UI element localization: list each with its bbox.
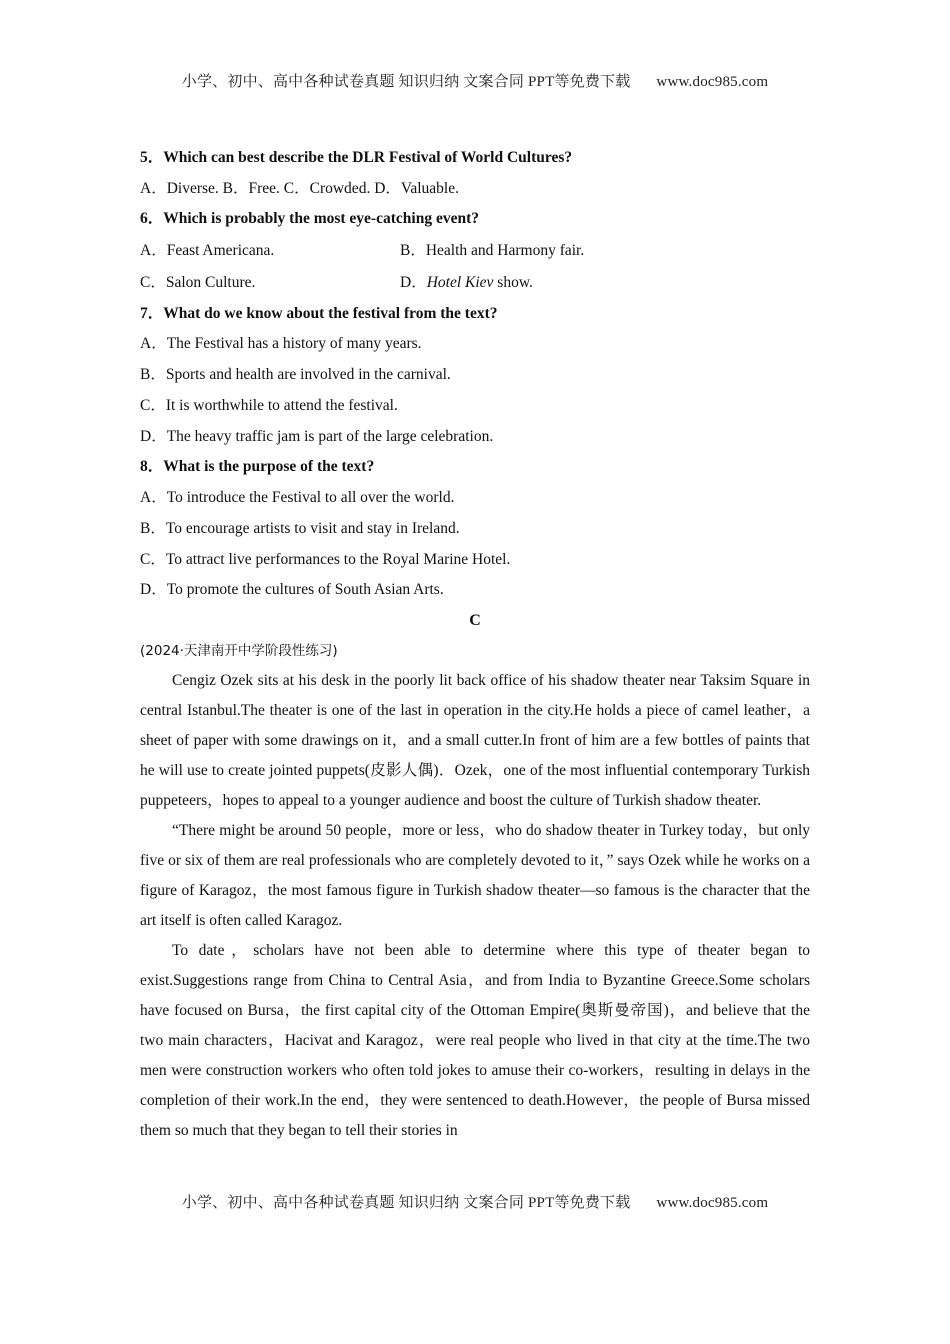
option-8c: C．To attract live performances to the Royal Marine Hotel. (140, 550, 511, 568)
question-7: 7．What do we know about the festival from the text? (140, 304, 498, 322)
option-6b: B．Health and Harmony fair. (400, 241, 585, 259)
section-label: C (469, 612, 481, 630)
footer-text: 小学、初中、高中各种试卷真题 知识归纳 文案合同 PPT等免费下载 (181, 1195, 631, 1211)
passage-paragraph-1: Cengiz Ozek sits at his desk in the poorly lit back office of his shadow theater near Taksim Square in central Istanbul.The theater is one of the last in operation in the city.He holds a piece of camel leather，a sheet of paper with some drawings on it，and a small cutter.In front of him are a few bottles of paints that he will use to create jointed puppets(皮影人偶)．Ozek，one of the most influential contemporary Turkish puppeteers，hopes to appeal to a younger audience and boost the culture of Turkish shadow theater. (140, 672, 810, 810)
header-site-link[interactable]: www.doc985.com (656, 74, 769, 90)
question-8: 8．What is the purpose of the text? (140, 458, 375, 476)
footer-site-link[interactable]: www.doc985.com (656, 1195, 769, 1211)
option-6a: A．Feast Americana. (140, 241, 275, 259)
passage-paragraph-3: To date，scholars have not been able to determine where this type of theater began to exist.Suggestions range from China to Central Asia，and from India to Byzantine Greece.Some scholars have focused on Bursa，the first capital city of the Ottoman Empire(奥斯曼帝国)，and believe that the two main characters，Hacivat and Karagoz，were real people who lived in that city at the time.The two men were construction workers who often told jokes to amuse their co-workers，resulting in delays in the completion of their work.In the end，they were sentenced to death.However，the people of Bursa missed them so much that they began to tell their stories in (140, 942, 810, 1140)
option-6d (400, 267, 660, 299)
option-8a: A．To introduce the Festival to all over the world. (140, 488, 455, 506)
question-6-options-row-1 (140, 235, 810, 267)
passage-paragraph-2: “There might be around 50 people，more or less，who do shadow theater in Turkey today，but only five or six of them are real professionals who are completely devoted to it，” says Ozek while he works on a figure of Karagoz，the most famous figure in Turkish shadow theater—so famous is the character that the art itself is often called Karagoz. (140, 822, 810, 930)
option-7a: A．The Festival has a history of many years. (140, 335, 422, 353)
option-6d-prefix: D． (400, 273, 427, 291)
document-body (140, 143, 810, 1146)
passage-source: (2024·天津南开中学阶段性练习) (140, 643, 338, 660)
question-6-options-row-2 (140, 267, 810, 299)
header-text: 小学、初中、高中各种试卷真题 知识归纳 文案合同 PPT等免费下载 (181, 74, 631, 90)
option-7d: D．The heavy traffic jam is part of the large celebration. (140, 427, 494, 445)
option-7c: C．It is worthwhile to attend the festival. (140, 396, 398, 414)
page-header (0, 70, 950, 91)
option-6d-title: Hotel Kiev (426, 273, 494, 291)
option-8b: B．To encourage artists to visit and stay in Ireland. (140, 519, 460, 537)
question-5: 5．Which can best describe the DLR Festival of World Cultures? (140, 149, 573, 166)
option-8d: D．To promote the cultures of South Asian Arts. (140, 581, 444, 599)
question-6: 6．Which is probably the most eye-catching event? (140, 210, 479, 228)
page-footer (0, 1191, 950, 1212)
option-6c: C．Salon Culture. (140, 273, 256, 291)
option-6d-suffix: show. (493, 273, 533, 291)
option-7b: B．Sports and health are involved in the carnival. (140, 366, 451, 384)
question-5-options: A．Diverse. B．Free. C．Crowded. D．Valuable. (140, 179, 459, 197)
